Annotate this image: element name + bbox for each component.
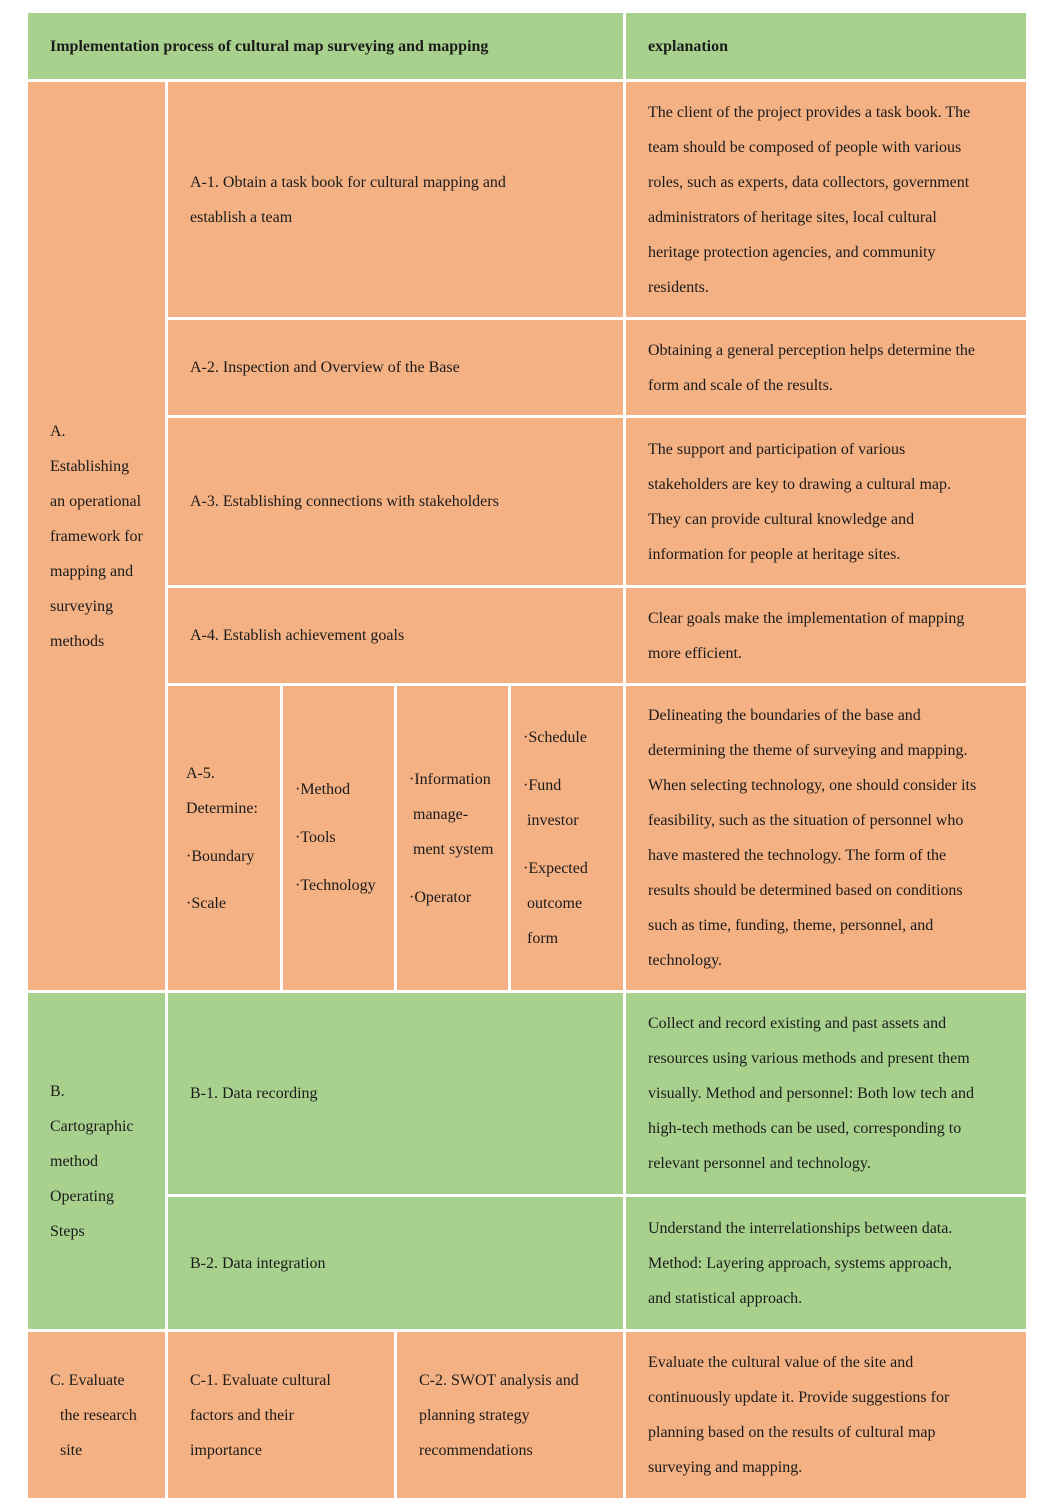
step-a2 bbox=[168, 320, 623, 415]
step-c1-line: importance bbox=[190, 1441, 262, 1459]
a5-item: ·Scale bbox=[186, 894, 226, 912]
step-b1 bbox=[168, 993, 623, 1194]
a5-item: Determine: bbox=[186, 799, 258, 817]
explanation-a3 bbox=[626, 418, 1026, 585]
explanation-line: stakeholders are key to drawing a cultural map. bbox=[648, 475, 951, 493]
explanation-a2 bbox=[626, 320, 1026, 415]
step-c1 bbox=[168, 1332, 394, 1498]
step-c1-line: factors and their bbox=[190, 1406, 294, 1424]
explanation-line: continuously update it. Provide suggestions for bbox=[648, 1389, 950, 1406]
explanation-line: feasibility, such as the situation of personnel who bbox=[648, 812, 964, 829]
explanation-line: heritage protection agencies, and community bbox=[648, 243, 936, 261]
explanation-line: Evaluate the cultural value of the site and bbox=[648, 1354, 914, 1371]
section-a-label-line: Establishing bbox=[50, 457, 130, 475]
step-a5-schedule bbox=[511, 686, 623, 990]
step-a4-line: A-4. Establish achievement goals bbox=[190, 627, 405, 644]
step-c2-line: C-2. SWOT analysis and bbox=[419, 1371, 579, 1389]
header-process-cell bbox=[28, 13, 623, 79]
explanation-line: more efficient. bbox=[648, 644, 742, 662]
explanation-b2 bbox=[626, 1197, 1026, 1329]
step-a3 bbox=[168, 418, 623, 585]
explanation-line: such as time, funding, theme, personnel, and bbox=[648, 917, 934, 934]
section-a-label-line: surveying bbox=[50, 597, 114, 615]
explanation-line: When selecting technology, one should consider its bbox=[648, 777, 977, 794]
step-a5-system bbox=[397, 686, 508, 990]
section-b-label-line: B. bbox=[50, 1082, 65, 1100]
step-c1-line: C-1. Evaluate cultural bbox=[190, 1371, 331, 1389]
section-a-label-line: A. bbox=[50, 422, 66, 440]
explanation-a1 bbox=[626, 82, 1026, 317]
section-b-label-line: Cartographic bbox=[50, 1117, 134, 1135]
explanation-line: The client of the project provides a task book. The bbox=[648, 103, 971, 121]
explanation-line: high-tech methods can be used, corresponding to bbox=[648, 1120, 962, 1137]
a5-item: ·Boundary bbox=[186, 847, 255, 865]
section-a-label-line: mapping and bbox=[50, 562, 134, 580]
a5-item: ·Fund bbox=[523, 777, 562, 794]
section-c-label-line: the research bbox=[60, 1406, 137, 1424]
section-b-label-line: Operating bbox=[50, 1187, 114, 1205]
explanation-b1 bbox=[626, 993, 1026, 1194]
section-b-label-line: Steps bbox=[50, 1222, 85, 1240]
explanation-line: results should be determined based on conditions bbox=[648, 882, 963, 899]
explanation-line: Clear goals make the implementation of mapping bbox=[648, 609, 965, 627]
a5-item: ·Technology bbox=[295, 877, 376, 894]
explanation-line: surveying and mapping. bbox=[648, 1459, 803, 1476]
explanation-line: determining the theme of surveying and mapping. bbox=[648, 742, 968, 759]
step-a2-line: A-2. Inspection and Overview of the Base bbox=[190, 359, 460, 376]
header-process-title: Implementation process of cultural map surveying and mapping bbox=[50, 37, 489, 55]
explanation-line: relevant personnel and technology. bbox=[648, 1155, 871, 1172]
step-a3-line: A-3. Establishing connections with stakeholders bbox=[190, 493, 499, 510]
explanation-line: planning based on the results of cultural map bbox=[648, 1424, 936, 1441]
explanation-a5 bbox=[626, 686, 1026, 990]
section-c-label bbox=[28, 1332, 165, 1498]
step-b1-line: B-1. Data recording bbox=[190, 1085, 318, 1102]
step-a1 bbox=[168, 82, 623, 317]
section-a-label-line: an operational bbox=[50, 492, 142, 510]
section-b-label-line: method bbox=[50, 1152, 98, 1170]
a5-item: ment system bbox=[413, 840, 494, 858]
step-a1-line: establish a team bbox=[190, 208, 293, 226]
explanation-line: Delineating the boundaries of the base and bbox=[648, 707, 921, 724]
explanation-line: visually. Method and personnel: Both low tech and bbox=[648, 1085, 975, 1102]
explanation-a4 bbox=[626, 588, 1026, 683]
a5-item: form bbox=[527, 930, 559, 947]
explanation-line: form and scale of the results. bbox=[648, 376, 833, 394]
a5-item: ·Schedule bbox=[523, 729, 587, 746]
section-b-label bbox=[28, 993, 165, 1329]
step-c2-line: recommendations bbox=[419, 1441, 533, 1459]
explanation-line: and statistical approach. bbox=[648, 1289, 803, 1307]
explanation-line: roles, such as experts, data collectors, government bbox=[648, 173, 970, 191]
section-a-label-line: methods bbox=[50, 632, 105, 650]
process-table bbox=[28, 13, 1015, 1479]
a5-item: ·Information bbox=[409, 770, 491, 788]
explanation-line: The support and participation of various bbox=[648, 440, 906, 458]
a5-item: ·Method bbox=[295, 781, 351, 798]
step-b2-line: B-2. Data integration bbox=[190, 1254, 326, 1272]
explanation-line: Understand the interrelationships between data. bbox=[648, 1219, 953, 1237]
a5-item: manage- bbox=[413, 805, 469, 823]
explanation-line: information for people at heritage sites. bbox=[648, 545, 901, 563]
step-c2-line: planning strategy bbox=[419, 1406, 530, 1424]
explanation-line: have mastered the technology. The form of the bbox=[648, 847, 947, 864]
a5-item: outcome bbox=[527, 895, 583, 912]
explanation-line: administrators of heritage sites, local cultural bbox=[648, 208, 937, 226]
section-c-label-line: C. Evaluate bbox=[50, 1371, 125, 1389]
section-a-label bbox=[28, 82, 165, 990]
explanation-line: They can provide cultural knowledge and bbox=[648, 510, 915, 528]
step-c2 bbox=[397, 1332, 623, 1498]
explanation-line: Collect and record existing and past assets and bbox=[648, 1015, 947, 1032]
header-explanation-title: explanation bbox=[648, 37, 729, 55]
explanation-line: technology. bbox=[648, 952, 723, 969]
header-explanation-cell bbox=[626, 13, 1026, 79]
explanation-line: team should be composed of people with various bbox=[648, 138, 962, 156]
a5-item: A-5. bbox=[186, 764, 215, 782]
step-a5-determine bbox=[168, 686, 280, 990]
step-a1-line: A-1. Obtain a task book for cultural mapping and bbox=[190, 173, 506, 191]
a5-item: ·Tools bbox=[295, 829, 336, 846]
a5-item: investor bbox=[527, 812, 579, 829]
step-b2 bbox=[168, 1197, 623, 1329]
explanation-line: residents. bbox=[648, 278, 709, 296]
explanation-line: Method: Layering approach, systems approach, bbox=[648, 1254, 952, 1272]
a5-item: ·Operator bbox=[409, 888, 472, 906]
section-c-label-line: site bbox=[60, 1441, 83, 1459]
a5-item: ·Expected bbox=[523, 860, 588, 877]
explanation-line: Obtaining a general perception helps determine the bbox=[648, 341, 975, 359]
explanation-line: resources using various methods and present them bbox=[648, 1050, 970, 1067]
step-a5-method bbox=[283, 686, 394, 990]
step-a4 bbox=[168, 588, 623, 683]
explanation-c bbox=[626, 1332, 1026, 1498]
section-a-label-line: framework for bbox=[50, 527, 143, 545]
